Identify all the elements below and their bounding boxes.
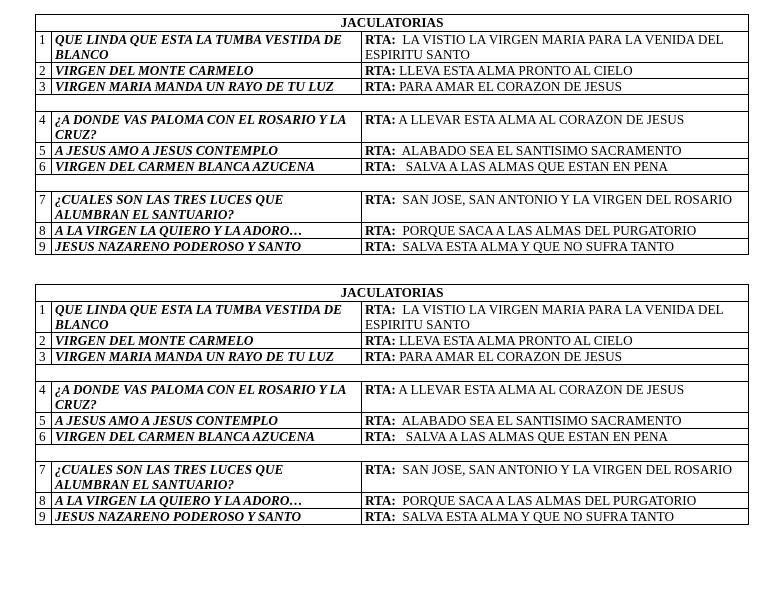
answer-label: RTA:	[365, 239, 396, 254]
table-row	[36, 429, 749, 445]
prayer-question: VIRGEN DEL CARMEN BLANCA AZUCENA	[52, 429, 362, 445]
row-number: 3	[36, 349, 52, 365]
answer-text: PARA AMAR EL CORAZON DE JESUS	[395, 79, 622, 94]
prayer-question: QUE LINDA QUE ESTA LA TUMBA VESTIDA DE BLANCO	[52, 302, 362, 333]
prayer-question: ¿CUALES SON LAS TRES LUCES QUE ALUMBRAN EL SANTUARIO?	[52, 462, 362, 493]
row-number: 1	[36, 32, 52, 63]
table-row	[36, 493, 749, 509]
answer-label: RTA:	[365, 302, 396, 317]
table-row	[36, 333, 749, 349]
row-number: 9	[36, 509, 52, 525]
table-row	[36, 32, 749, 63]
spacer-cell	[36, 175, 749, 192]
table-row	[36, 112, 749, 143]
prayer-answer	[362, 239, 749, 255]
answer-text: SALVA A LAS ALMAS QUE ESTAN EN PENA	[395, 159, 669, 174]
answer-text: LLEVA ESTA ALMA PRONTO AL CIELO	[395, 63, 633, 78]
table-row	[36, 79, 749, 95]
answer-text: PORQUE SACA A LAS ALMAS DEL PURGATORIO	[395, 493, 697, 508]
prayer-question: VIRGEN MARIA MANDA UN RAYO DE TU LUZ	[52, 349, 362, 365]
row-number: 2	[36, 63, 52, 79]
answer-label: RTA:	[365, 192, 396, 207]
table-row	[36, 462, 749, 493]
prayer-answer	[362, 429, 749, 445]
answer-label: RTA:	[365, 159, 396, 174]
prayer-answer	[362, 112, 749, 143]
prayer-answer	[362, 32, 749, 63]
answer-text: PARA AMAR EL CORAZON DE JESUS	[395, 349, 622, 364]
prayer-answer	[362, 413, 749, 429]
answer-text: PORQUE SACA A LAS ALMAS DEL PURGATORIO	[395, 223, 697, 238]
prayer-answer	[362, 79, 749, 95]
prayer-answer	[362, 302, 749, 333]
spacer-cell	[36, 365, 749, 382]
row-number: 1	[36, 302, 52, 333]
answer-text: SALVA A LAS ALMAS QUE ESTAN EN PENA	[395, 429, 669, 444]
row-number: 4	[36, 112, 52, 143]
answer-label: RTA:	[365, 382, 396, 397]
answer-text: LLEVA ESTA ALMA PRONTO AL CIELO	[395, 333, 633, 348]
spacer-row	[36, 175, 749, 192]
prayer-answer	[362, 349, 749, 365]
row-number: 6	[36, 429, 52, 445]
table-title: JACULATORIAS	[36, 285, 749, 302]
answer-label: RTA:	[365, 509, 396, 524]
spacer-row	[36, 95, 749, 112]
table-row	[36, 349, 749, 365]
prayer-question: VIRGEN DEL MONTE CARMELO	[52, 63, 362, 79]
answer-text: SALVA ESTA ALMA Y QUE NO SUFRA TANTO	[395, 239, 674, 254]
prayer-question: QUE LINDA QUE ESTA LA TUMBA VESTIDA DE BLANCO	[52, 32, 362, 63]
table-row	[36, 239, 749, 255]
answer-label: RTA:	[365, 63, 396, 78]
answer-text: A LLEVAR ESTA ALMA AL CORAZON DE JESUS	[395, 112, 685, 127]
prayer-question: VIRGEN DEL CARMEN BLANCA AZUCENA	[52, 159, 362, 175]
answer-label: RTA:	[365, 112, 396, 127]
spacer-cell	[36, 445, 749, 462]
table-title: JACULATORIAS	[36, 15, 749, 32]
table-title-row	[36, 285, 749, 302]
answer-text: SAN JOSE, SAN ANTONIO Y LA VIRGEN DEL ROSARIO	[395, 462, 732, 477]
table-row	[36, 223, 749, 239]
prayer-answer	[362, 509, 749, 525]
answer-label: RTA:	[365, 413, 396, 428]
answer-text: ALABADO SEA EL SANTISIMO SACRAMENTO	[395, 413, 682, 428]
table-row	[36, 509, 749, 525]
answer-label: RTA:	[365, 429, 396, 444]
prayer-question: A JESUS AMO A JESUS CONTEMPLO	[52, 143, 362, 159]
prayer-question: A LA VIRGEN LA QUIERO Y LA ADORO…	[52, 493, 362, 509]
prayer-question: VIRGEN MARIA MANDA UN RAYO DE TU LUZ	[52, 79, 362, 95]
row-number: 7	[36, 462, 52, 493]
answer-text: SAN JOSE, SAN ANTONIO Y LA VIRGEN DEL ROSARIO	[395, 192, 732, 207]
row-number: 2	[36, 333, 52, 349]
answer-label: RTA:	[365, 223, 396, 238]
table-row	[36, 159, 749, 175]
prayer-answer	[362, 333, 749, 349]
spacer-row	[36, 445, 749, 462]
prayer-question: A LA VIRGEN LA QUIERO Y LA ADORO…	[52, 223, 362, 239]
prayer-question: JESUS NAZARENO PODEROSO Y SANTO	[52, 239, 362, 255]
row-number: 8	[36, 493, 52, 509]
answer-text: A LLEVAR ESTA ALMA AL CORAZON DE JESUS	[395, 382, 685, 397]
answer-label: RTA:	[365, 79, 396, 94]
prayer-question: A JESUS AMO A JESUS CONTEMPLO	[52, 413, 362, 429]
prayer-question: JESUS NAZARENO PODEROSO Y SANTO	[52, 509, 362, 525]
prayer-question: VIRGEN DEL MONTE CARMELO	[52, 333, 362, 349]
row-number: 4	[36, 382, 52, 413]
row-number: 8	[36, 223, 52, 239]
jaculatorias-table-2	[35, 284, 749, 525]
answer-label: RTA:	[365, 493, 396, 508]
answer-text: LA VISTIO LA VIRGEN MARIA PARA LA VENIDA DEL ESPIRITU SANTO	[365, 302, 727, 332]
prayer-answer	[362, 159, 749, 175]
jaculatorias-table-1	[35, 14, 749, 255]
prayer-answer	[362, 462, 749, 493]
prayer-answer	[362, 493, 749, 509]
answer-label: RTA:	[365, 32, 396, 47]
row-number: 7	[36, 192, 52, 223]
prayer-answer	[362, 143, 749, 159]
table-row	[36, 143, 749, 159]
prayer-question: ¿CUALES SON LAS TRES LUCES QUE ALUMBRAN EL SANTUARIO?	[52, 192, 362, 223]
row-number: 9	[36, 239, 52, 255]
answer-text: SALVA ESTA ALMA Y QUE NO SUFRA TANTO	[395, 509, 674, 524]
prayer-question: ¿A DONDE VAS PALOMA CON EL ROSARIO Y LA CRUZ?	[52, 382, 362, 413]
table-title-row	[36, 15, 749, 32]
table-row	[36, 413, 749, 429]
prayer-answer	[362, 223, 749, 239]
prayer-answer	[362, 382, 749, 413]
answer-text: LA VISTIO LA VIRGEN MARIA PARA LA VENIDA DEL ESPIRITU SANTO	[365, 32, 727, 62]
row-number: 5	[36, 413, 52, 429]
answer-text: ALABADO SEA EL SANTISIMO SACRAMENTO	[395, 143, 682, 158]
answer-label: RTA:	[365, 143, 396, 158]
spacer-row	[36, 365, 749, 382]
row-number: 5	[36, 143, 52, 159]
answer-label: RTA:	[365, 333, 396, 348]
prayer-question: ¿A DONDE VAS PALOMA CON EL ROSARIO Y LA CRUZ?	[52, 112, 362, 143]
prayer-answer	[362, 192, 749, 223]
answer-label: RTA:	[365, 349, 396, 364]
row-number: 6	[36, 159, 52, 175]
row-number: 3	[36, 79, 52, 95]
table-row	[36, 192, 749, 223]
table-row	[36, 63, 749, 79]
answer-label: RTA:	[365, 462, 396, 477]
table-row	[36, 302, 749, 333]
spacer-cell	[36, 95, 749, 112]
table-row	[36, 382, 749, 413]
prayer-answer	[362, 63, 749, 79]
